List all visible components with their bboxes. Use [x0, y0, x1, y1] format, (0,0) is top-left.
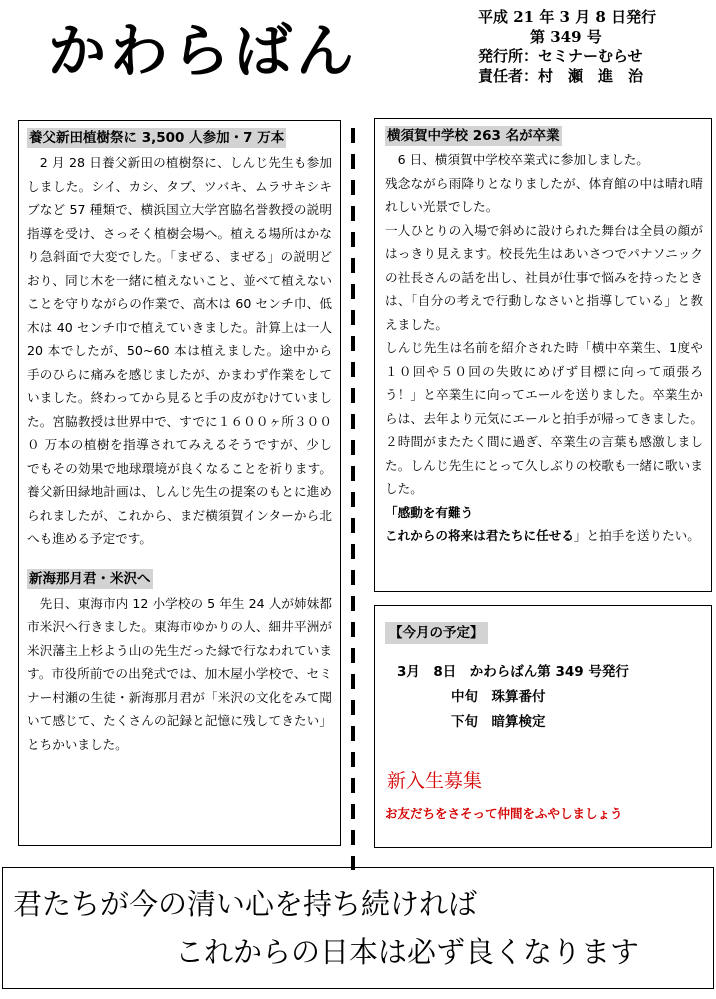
schedule-line-1: 3月 8日 かわらばん第 349 号発行 — [397, 664, 629, 680]
quote-tail: 」と拍手を送りたい。 — [573, 528, 700, 543]
graduation-box — [374, 118, 712, 592]
article-heading-graduation: 横須賀中学校 263 名が卒業 — [387, 128, 560, 144]
graduation-para-1: 6 日、横須賀中学校卒業式に参加しました。 — [385, 152, 649, 167]
motto-box — [2, 867, 714, 989]
issue-number: 第 349 号 — [530, 27, 602, 46]
left-column — [18, 120, 341, 846]
article-body-tree-planting: 2 月 28 日養父新田の植樹祭に、しんじ先生も参加しました。シイ、カシ、タブ、ツバキ、ムラサキシキブなど 57 種類で、横浜国立大学宮脇名誉教授の説明指導を受け、さっそく植樹会場へ。植える場所はかなり急斜面で大変でした。「まぜる、まぜる」の説明どおり、同じ木を一緒に植えないこと、並べて植えないことを守りながらの作業で、高木は 60 センチ巾、低木は 40 センチ巾で植えていきました。計算上は一人 20 本でしたが、50~60 本は植えました。途中から手のひらに痛みを感じましたが、かまわず作業をしていました。終わってから見ると手の皮がむけていました。宮脇教授は世界中で、すでに１６００ヶ所３０００ 万本の植樹を指導されてみえるそうですが、少しでもその効果で地球環境が良くなることを祈ります。養父新田緑地計画は、しんじ先生の提案のもとに進められましたが、これから、まだ横須賀インターから北へも進める予定です。 — [27, 155, 332, 546]
graduation-quote — [385, 501, 703, 548]
article-heading-yonezawa: 新海那月君・米沢へ — [29, 570, 151, 587]
graduation-para-4: しんじ先生は名前を紹介された時「横中卒業生、1度や１０回や５０回の失敗にめげず目標に向って頑張ろう！」と卒業生に向ってエールを送りました。卒業生からは、去年より元気にエールと拍手が帰ってきました。２時間がまたたく間に過ぎ、卒業生の言葉も感激しました。しんじ先生にとって久しぶりの校歌も一緒に歌いました。 — [385, 340, 703, 496]
motto-line-2: これからの日本は必ず良くなります — [175, 935, 640, 969]
recruit-subtitle: お友だちをさそって仲間をふやしましょう — [385, 806, 623, 821]
schedule-title: 【今月の予定】 — [385, 622, 488, 644]
schedule-line-2: 中旬 珠算番付 — [451, 689, 546, 705]
issue-date: 平成 21 年 3 月 8 日発行 — [478, 8, 657, 26]
graduation-para-2: 残念ながら雨降りとなりましたが、体育館の中は晴れ晴れしい光景でした。 — [385, 175, 703, 214]
article-body-yonezawa: 先日、東海市内 12 小学校の 5 年生 24 人が姉妹都市米沢へ行きました。東海市ゆかりの人、細井平洲が米沢藩主上杉よう山の先生だった縁で行なわれています。市役所前での出発式では、加木屋小学校で、セミナー村瀬の生徒・新海那月君が「米沢の文化をみて聞いて感じて、たくさんの記録と記憶に残してきたい」とちかいました。 — [27, 595, 332, 752]
quote-line-1: 「感動を有難う — [385, 504, 474, 520]
quote-line-2: これからの将来は君たちに任せる — [385, 528, 574, 543]
schedule-line-3: 下旬 暗算検定 — [451, 714, 546, 730]
editor: 責任者：村 瀬 進 治 — [478, 66, 644, 85]
graduation-para-3: 一人ひとりの入場で斜めに設けられた舞台は全員の顔がはっきり見えます。校長先生はあいさつでパナソニックの社長さんの話を出し、社員が仕事で悩みを持ったときは、「自分の考えで行動しなさいと指導している」と教えました。 — [385, 222, 703, 332]
recruit-title: 新入生募集 — [387, 770, 483, 792]
issue-info — [478, 8, 656, 86]
article-heading-tree-planting: 養父新田植樹祭に 3,500 人参加・7 万本 — [29, 130, 285, 146]
column-divider — [351, 128, 355, 870]
publisher: 発行所：セミナーむらせ — [478, 47, 643, 65]
newsletter-title: かわらばん — [48, 17, 359, 85]
motto-line-1: 君たちが今の清い心を持ち続ければ — [13, 887, 478, 921]
schedule-box — [374, 605, 712, 848]
